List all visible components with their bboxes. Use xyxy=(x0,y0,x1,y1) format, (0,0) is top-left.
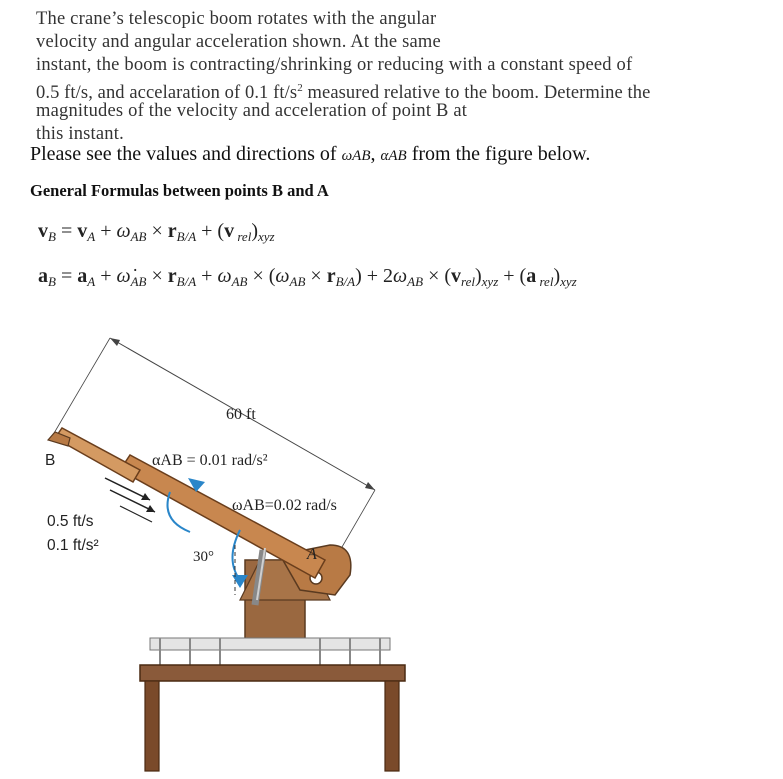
note-separator: , xyxy=(370,143,381,165)
note-prefix: Please see the values and directions of xyxy=(30,143,342,165)
speed-label: 0.5 ft/s xyxy=(47,513,94,530)
problem-line-4-exponent: 2 xyxy=(297,82,303,94)
point-b-label: B xyxy=(45,452,56,469)
platform-leg-right xyxy=(385,681,399,771)
extension-line-b xyxy=(50,338,110,440)
railing-top xyxy=(150,638,390,650)
dimension-arrowhead-left xyxy=(110,338,120,346)
boom-outer xyxy=(120,455,325,578)
problem-line-1: The crane’s telescopic boom rotates with the angular xyxy=(36,9,437,29)
note-omega-symbol: ωAB xyxy=(341,148,371,164)
deck-railing xyxy=(150,638,390,668)
angle-label: 30° xyxy=(193,549,214,565)
length-label: 60 ft xyxy=(226,406,256,423)
alpha-label: αAB = 0.01 rad/s² xyxy=(152,452,268,469)
omega-label: ωAB=0.02 rad/s xyxy=(232,497,337,514)
formulas-heading: General Formulas between points B and A xyxy=(30,181,329,200)
problem-line-6: this instant. xyxy=(36,124,124,144)
note-suffix: from the figure below. xyxy=(406,143,591,165)
note-alpha-symbol: αAB xyxy=(380,148,407,164)
dimension-arrowhead-right xyxy=(365,482,375,490)
point-a-label: A xyxy=(307,546,317,563)
velocity-formula: $v_B = v_A + \omega_{AB} \times r_{B/A} + (v$ $_{rel})_{xyz}$ xyxy=(38,220,275,244)
problem-line-2: velocity and angular acceleration shown. At the same xyxy=(36,32,441,52)
problem-line-4-rest: measured relative to the boom. Determine the xyxy=(302,83,651,104)
boom-inner xyxy=(55,428,140,482)
problem-line-4-value: 0.5 ft/s, and accelaration of 0.1 ft/s xyxy=(36,83,298,104)
platform-beam xyxy=(140,665,405,681)
acceleration-formula: $a_B = a_A$ + $\omegȧ_{AB} \times r_{B/A} + \omega_{AB} \times (\omega_{AB} \times r_{B/A}) + 2\omega_{AB} \times (v_{rel})_{xyz} + (a$ $_{rel})_{xyz}$ xyxy=(38,265,577,289)
problem-line-3: instant, the boom is contracting/shrinking or reducing with a constant speed of xyxy=(36,55,633,75)
platform-leg-left xyxy=(145,681,159,771)
acceleration-label: 0.1 ft/s² xyxy=(47,537,99,554)
problem-line-5: magnitudes of the velocity and acceleration of point B at xyxy=(36,101,468,121)
omega-arc xyxy=(233,530,241,580)
